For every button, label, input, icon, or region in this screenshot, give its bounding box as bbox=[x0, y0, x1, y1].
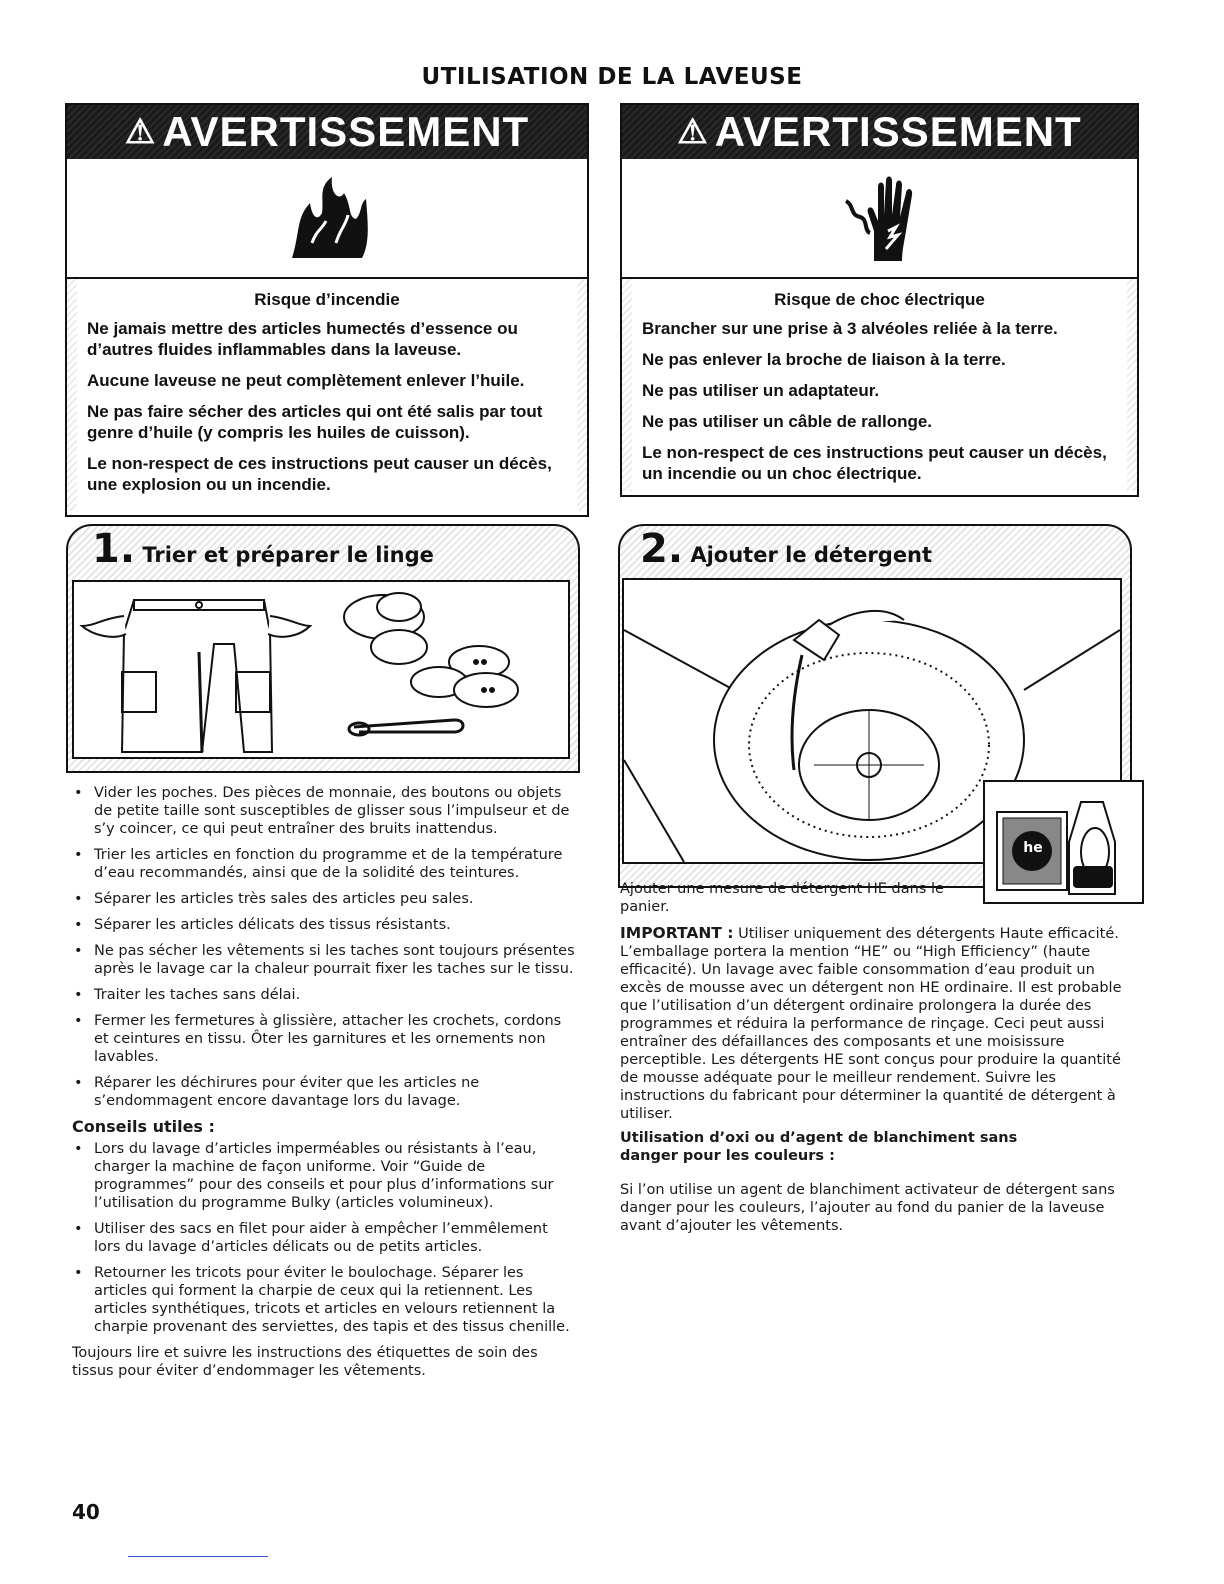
list-item: • Vider les poches. Des pièces de monnaie, des boutons ou objets de petite taille sont susceptibles de glisser sous l’impulseur et de s’y coincer, ce qui peut entraîner des bruits inattendus. bbox=[72, 784, 577, 838]
shock-warning-box bbox=[620, 103, 1139, 497]
list-item: • Séparer les articles très sales des articles peu sales. bbox=[72, 890, 577, 908]
bleach-heading: Utilisation d’oxi ou d’agent de blanchiment sans danger pour les couleurs : bbox=[620, 1130, 1018, 1164]
closing-note: Toujours lire et suivre les instructions des étiquettes de soin des tissus pour éviter d’endommager les vêtements. bbox=[72, 1345, 538, 1379]
page-number: 40 bbox=[72, 1500, 100, 1524]
important-text: Utiliser uniquement des détergents Haute efficacité. L’emballage portera la mention “HE” ou “High Efficiency” (haute efficacité). Un lavage avec faible consommation d’eau produit un excès de mousse avec un détergent non HE ordinaire. Il est probable que l’utilisation d’un détergent ordinaire prolongera la durée des programmes et réduira la performance de rinçage. Ceci peut aussi entraîner des défaillances des composants et une moisissure perceptible. Les détergents HE sont conçus pour produire la quantité de mousse adéquate pour le meilleur rendement. Suivre les instructions du fabricant pour déterminer la quantité de détergent à utiliser. bbox=[620, 926, 1122, 1122]
sorting-bullet-list bbox=[72, 784, 577, 1110]
shock-risk-heading: Risque de choc électrique bbox=[774, 290, 985, 309]
detergent-caption: Ajouter une mesure de détergent HE dans le panier. bbox=[620, 881, 944, 915]
warning-line: Ne pas enlever la broche de liaison à la terre. bbox=[642, 350, 1006, 369]
fire-warning-box bbox=[65, 103, 589, 517]
warning-triangle-icon: ⚠ bbox=[677, 113, 709, 151]
safety-pin-icon bbox=[349, 720, 463, 735]
list-item: • Fermer les fermetures à glissière, attacher les crochets, cordons et ceintures en tissu. Ôter les garnitures et les ornements non lavables. bbox=[72, 1012, 577, 1066]
list-item: • Lors du lavage d’articles imperméables ou résistants à l’eau, charger la machine de façon uniforme. Voir “Guide de programmes” pour des conseils et pour plus d’informations sur l’utilisation du programme Bulky (articles volumineux). bbox=[72, 1140, 577, 1212]
warning-line: Ne jamais mettre des articles humectés d’essence ou d’autres fluides inflammables dans la laveuse. bbox=[87, 319, 518, 359]
warning-triangle-icon: ⚠ bbox=[124, 113, 157, 151]
important-paragraph bbox=[620, 924, 1140, 1123]
list-item: • Traiter les taches sans délai. bbox=[72, 986, 577, 1004]
fire-icon bbox=[67, 159, 587, 279]
list-item: • Réparer les déchirures pour éviter que les articles ne s’endommagent encore davantage lors du lavage. bbox=[72, 1074, 577, 1110]
footer-link-rule bbox=[128, 1556, 268, 1557]
pants-icon bbox=[82, 600, 310, 752]
tips-heading: Conseils utiles : bbox=[72, 1117, 215, 1136]
warning-line: Ne pas utiliser un câble de rallonge. bbox=[642, 412, 933, 431]
coins-icon bbox=[344, 593, 427, 664]
buttons-icon bbox=[411, 646, 518, 707]
section1-text bbox=[72, 784, 577, 1380]
sorting-illustration bbox=[72, 580, 570, 759]
section2-text bbox=[620, 880, 1140, 1235]
list-item: • Trier les articles en fonction du programme et de la température d’eau recommandés, ainsi que de la solidité des teintures. bbox=[72, 846, 577, 882]
warning-line: Brancher sur une prise à 3 alvéoles reliée à la terre. bbox=[642, 319, 1058, 338]
warning-line: Le non-respect de ces instructions peut causer un décès, une explosion ou un incendie. bbox=[87, 454, 552, 494]
section2-title: 2. Ajouter le détergent bbox=[640, 526, 933, 572]
he-logo: he bbox=[1023, 840, 1043, 856]
fire-risk-heading: Risque d’incendie bbox=[254, 290, 400, 309]
warning-header: ⚠ AVERTISSEMENT bbox=[67, 105, 587, 159]
bleach-paragraph: Si l’on utilise un agent de blanchiment activateur de détergent sans danger pour les couleurs, l’ajouter au fond du panier de la laveuse avant d’ajouter les vêtements. bbox=[620, 1182, 1115, 1234]
tips-bullet-list bbox=[72, 1140, 577, 1336]
warning-line: Ne pas faire sécher des articles qui ont été salis par tout genre d’huile (y compris les huiles de cuisson). bbox=[87, 402, 543, 442]
page-title: UTILISATION DE LA LAVEUSE bbox=[421, 64, 803, 90]
warning-line: Aucune laveuse ne peut complètement enlever l’huile. bbox=[87, 371, 525, 390]
warning-header: ⚠ AVERTISSEMENT bbox=[622, 105, 1137, 159]
list-item: • Utiliser des sacs en filet pour aider à empêcher l’emmêlement lors du lavage d’articles délicats ou de petits articles. bbox=[72, 1220, 577, 1256]
list-item: • Ne pas sécher les vêtements si les taches sont toujours présentes après le lavage car la chaleur pourrait fixer les taches sur le tissu. bbox=[72, 942, 577, 978]
warning-line: Le non-respect de ces instructions peut causer un décès, un incendie ou un choc électrique. bbox=[642, 443, 1107, 483]
section1-title: 1. Trier et préparer le linge bbox=[92, 526, 434, 572]
important-label: IMPORTANT : bbox=[620, 924, 734, 942]
list-item: • Séparer les articles délicats des tissus résistants. bbox=[72, 916, 577, 934]
warning-line: Ne pas utiliser un adaptateur. bbox=[642, 381, 880, 400]
list-item: • Retourner les tricots pour éviter le boulochage. Séparer les articles qui forment la charpie de ceux qui la retiennent. Les articles synthétiques, tricots et articles en velours retiennent la charpie provenant des serviettes, des tapis et des tissus chenille. bbox=[72, 1264, 577, 1336]
electric-shock-hand-icon bbox=[622, 159, 1137, 279]
